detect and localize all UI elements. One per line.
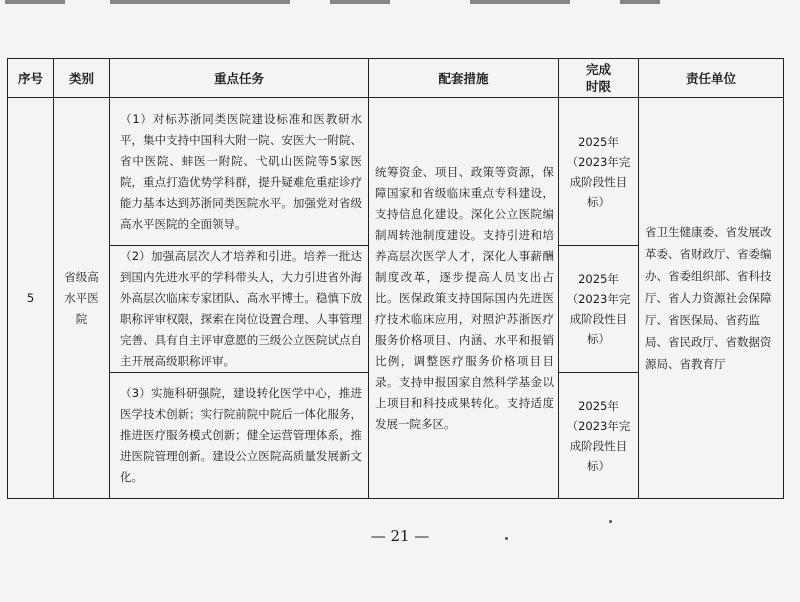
header-task: 重点任务 xyxy=(110,59,369,98)
row-number: 5 xyxy=(8,98,54,499)
task-cell-3: （3）实施科研强院，建设转化医学中心，推进医学技术创新；实行院前院中院后一体化服务，推进医疗服务模式创新；健全运营管理体系，推进医院管理创新。建设公立医院高质量发展新文化。 xyxy=(110,373,369,499)
header-no: 序号 xyxy=(8,59,54,98)
row-category: 省级高水平医院 xyxy=(54,98,110,499)
header-deadline-line1: 完成 xyxy=(585,62,611,77)
deadline-cell-1 xyxy=(559,98,639,246)
deadline-text-3: 2025年（2023年完成阶段性目标） xyxy=(566,398,631,473)
deadline-text-2: 2025年（2023年完成阶段性目标） xyxy=(566,272,631,346)
table-header-row xyxy=(8,59,784,98)
scan-speck xyxy=(609,520,612,523)
task-cell-1: （1）对标苏浙同类医院建设标准和医教研水平，集中支持中国科大附一院、安医大一附院、省中医院、蚌医一附院、弋矶山医院等5家医院，重点打造优势学科群，提升疑难危重症诊疗能力基本达到苏浙同类医院水平。加强党对省级高水平医院的全面领导。 xyxy=(110,98,369,246)
key-tasks-table xyxy=(7,58,784,499)
header-deadline xyxy=(559,59,639,98)
deadline-cell-3 xyxy=(559,373,639,499)
header-deadline-line2: 时限 xyxy=(585,79,611,94)
header-responsible: 责任单位 xyxy=(639,59,784,98)
deadline-cell-2 xyxy=(559,246,639,373)
table-row xyxy=(8,98,784,246)
deadline-text-1: 2025年（2023年完成阶段性目标） xyxy=(566,134,631,209)
task-cell-2: （2）加强高层次人才培养和引进。培养一批达到国内先进水平的学科带头人，大力引进省外海外高层次临床专家团队、高水平博士。稳慎下放职称评审权限，探索在岗位设置合理、人事管理完善、具有自主评审意愿的三级公立医院试点自主开展高级职称评审。 xyxy=(110,246,369,373)
responsible-cell: 省卫生健康委、省发展改革委、省财政厅、省委编办、省委组织部、省科技厅、省人力资源社会保障厅、省医保局、省药监局、省民政厅、省数据资源局、省教育厅 xyxy=(639,98,784,499)
measures-cell: 统筹资金、项目、政策等资源，保障国家和省级临床重点专科建设，支持信息化建设。深化公立医院编制周转池制度建设。支持引进和培养高层次医学人才，深化人事薪酬制度改革，逐步提高人员支出占比。医保政策支持国际国内先进医疗技术临床应用，对照沪苏浙医疗服务价格项目、内涵、水平和报销比例，调整医疗服务价格项目目录。支持申报国家自然科学基金以上项目和科技成果转化。支持适度发展一院多区。 xyxy=(369,98,559,499)
page-number: — 21 — xyxy=(370,527,430,545)
header-measures: 配套措施 xyxy=(369,59,559,98)
scan-top-edge-marks xyxy=(0,0,800,8)
header-category: 类别 xyxy=(54,59,110,98)
